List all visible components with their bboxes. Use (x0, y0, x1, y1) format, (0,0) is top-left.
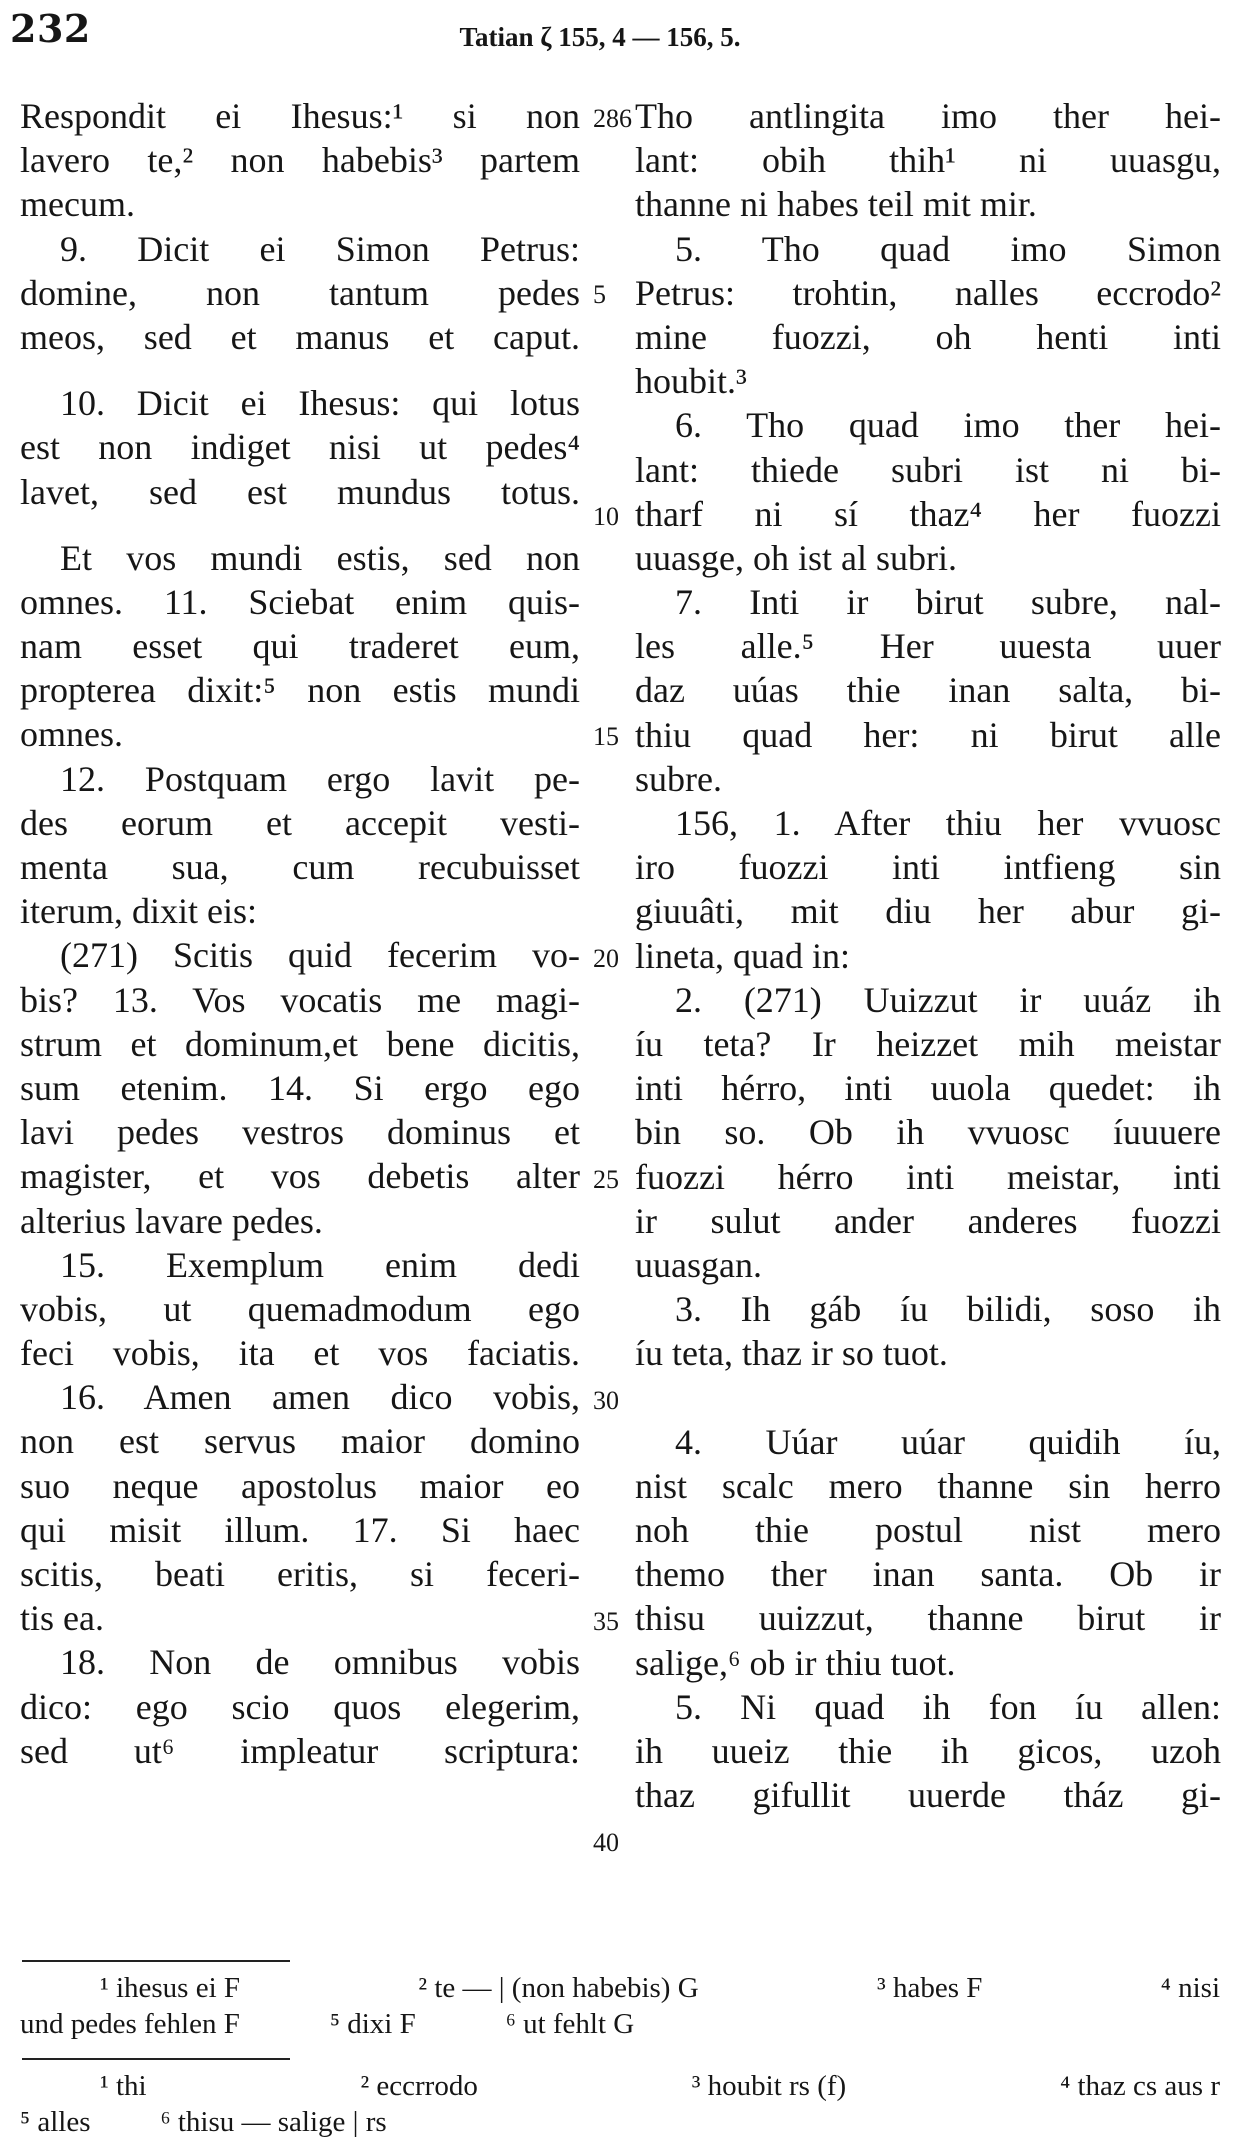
ohg-line: inti hérro, inti uuola quedet: ih (635, 1068, 1221, 1109)
footnote: ⁶ thisu — salige | rs (160, 2106, 387, 2138)
page-number: 232 (10, 6, 91, 51)
footnotes-ohg (20, 2068, 1220, 2140)
latin-line: menta sua, cum recubuisset (20, 847, 580, 887)
ohg-line: thanne ni habes teil mit mir. (635, 184, 1037, 225)
footnote-row (20, 2068, 1220, 2104)
ohg-line: tharf ni sí thaz⁴ her fuozzi (635, 493, 1221, 534)
latin-line: tis ea. (20, 1598, 104, 1639)
latin-line: non est servus maior domino (20, 1421, 580, 1462)
latin-line: 18. Non de omnibus vobis (60, 1642, 580, 1683)
ohg-line: subre. (635, 758, 722, 799)
ohg-column (635, 94, 1221, 1817)
ohg-line: Petrus: trohtin, nalles eccrodo² (635, 272, 1221, 313)
latin-line: 16. Amen amen dico vobis, (60, 1377, 580, 1418)
line-number: 286 (593, 104, 632, 133)
footnote: ¹ thi (100, 2070, 147, 2102)
latin-line: nam esset qui traderet eum, (20, 626, 580, 667)
ohg-line: Tho antlingita imo ther hei- (635, 96, 1221, 136)
latin-line: sum etenim. 14. Si ergo ego (20, 1067, 580, 1108)
ohg-line: lant: obih thih¹ ni uuasgu, (635, 140, 1221, 181)
ohg-line: salige,⁶ ob ir thiu tuot. (635, 1642, 956, 1683)
latin-line: sed ut⁶ impleatur scriptura: (20, 1730, 580, 1771)
line-number: 20 (593, 944, 619, 973)
ohg-line: uuasgan. (635, 1244, 762, 1285)
ohg-line: mine fuozzi, oh henti inti (635, 316, 1221, 357)
latin-line: alterius lavare pedes. (20, 1200, 323, 1241)
ohg-line: fuozzi hérro inti meistar, inti (635, 1156, 1221, 1197)
latin-line: vobis, ut quemadmodum ego (20, 1288, 580, 1329)
latin-line: Respondit ei Ihesus:¹ si non (20, 96, 580, 136)
footnote: ⁵ alles (20, 2106, 91, 2138)
latin-line: bis? 13. Vos vocatis me magi- (20, 979, 580, 1020)
line-number: 5 (593, 280, 606, 309)
ohg-line: uuasge, oh ist al subri. (635, 537, 957, 578)
footnote: ¹ ihesus ei F (100, 1972, 241, 2004)
latin-line: lavero te,² non habebis³ partem (20, 140, 580, 181)
latin-line: 12. Postquam ergo lavit pe- (60, 758, 580, 799)
latin-line: 9. Dicit ei Simon Petrus: (60, 228, 580, 269)
latin-line: 10. Dicit ei Ihesus: qui lotus (60, 383, 580, 424)
ohg-line: 156, 1. After thiu her vvuosc (675, 803, 1221, 843)
footnote: ² te — | (non habebis) G (418, 1972, 699, 2004)
footnotes-latin (20, 1970, 1220, 2042)
latin-line: dico: ego scio quos elegerim, (20, 1686, 580, 1727)
ohg-line: themo ther inan santa. Ob ir (635, 1554, 1221, 1595)
ohg-line: ir sulut ander anderes fuozzi (635, 1200, 1221, 1241)
footnote: ⁴ nisi (1160, 1972, 1220, 2004)
ohg-line: 6. Tho quad imo ther hei- (675, 405, 1221, 446)
latin-line: (271) Scitis quid fecerim vo- (60, 935, 580, 976)
latin-line: suo neque apostolus maior eo (20, 1465, 580, 1506)
footnote: ⁴ thaz cs aus r (1060, 2070, 1220, 2102)
footnote: ³ houbit rs (f) (691, 2070, 847, 2102)
latin-line: omnes. 11. Sciebat enim quis- (20, 581, 580, 622)
ohg-line: 7. Inti ir birut subre, nal- (675, 582, 1221, 623)
ohg-line: thaz gifullit uuerde tház gi- (635, 1775, 1221, 1816)
ohg-line: 5. Tho quad imo Simon (675, 228, 1221, 269)
ohg-line: thiu quad her: ni birut alle (635, 714, 1221, 755)
latin-line: domine, non tantum pedes (20, 272, 580, 313)
latin-line: scitis, beati eritis, si feceri- (20, 1554, 580, 1594)
latin-line: Et vos mundi estis, sed non (60, 537, 580, 578)
footnote-row (20, 2104, 1220, 2140)
latin-line: mecum. (20, 184, 135, 225)
footnote-rule (22, 1960, 290, 1962)
line-number: 10 (593, 502, 619, 531)
ohg-line: bin so. Ob ih vvuosc íuuuere (635, 1112, 1221, 1153)
ohg-line-blank (635, 1375, 1221, 1419)
ohg-line: thisu uuizzut, thanne birut ir (635, 1598, 1221, 1639)
ohg-line: íu teta, thaz ir so tuot. (635, 1333, 948, 1374)
line-number: 35 (593, 1607, 619, 1636)
latin-line: feci vobis, ita et vos faciatis. (20, 1333, 580, 1374)
ohg-line: 5. Ni quad ih fon íu allen: (675, 1686, 1221, 1727)
latin-line: qui misit illum. 17. Si haec (20, 1509, 580, 1550)
footnote: ² eccrrodo (360, 2070, 478, 2102)
latin-line: omnes. (20, 714, 123, 755)
latin-line: meos, sed et manus et caput. (20, 316, 580, 357)
line-number: 25 (593, 1165, 619, 1194)
latin-line: lavet, sed est mundus totus. (20, 471, 580, 512)
line-number: 15 (593, 722, 619, 751)
footnote: ³ habes F (877, 1972, 983, 2004)
ohg-line: 2. (271) Uuizzut ir uuáz ih (675, 979, 1221, 1020)
ohg-line: daz uúas thie inan salta, bi- (635, 670, 1221, 711)
latin-line: des eorum et accepit vesti- (20, 802, 580, 843)
latin-line: lavi pedes vestros dominus et (20, 1112, 580, 1153)
latin-column (20, 94, 580, 1773)
latin-line: iterum, dixit eis: (20, 891, 257, 932)
ohg-line: 4. Uúar uúar quidih íu, (675, 1421, 1221, 1462)
ohg-line: íu teta? Ir heizzet mih meistar (635, 1023, 1221, 1064)
footnote-row (20, 2006, 1220, 2042)
ohg-line: lant: thiede subri ist ni bi- (635, 449, 1221, 490)
footnote: und pedes fehlen F (20, 2008, 240, 2040)
latin-line: propterea dixit:⁵ non estis mundi (20, 670, 580, 711)
ohg-line: iro fuozzi inti intfieng sin (635, 847, 1221, 888)
running-head: Tatian ζ 155, 4 — 156, 5. (459, 22, 741, 52)
ohg-line: ih uueiz thie ih gicos, uzoh (635, 1730, 1221, 1771)
footnote-rule (22, 2058, 290, 2060)
ohg-line: lineta, quad in: (635, 935, 850, 976)
ohg-line: nist scalc mero thanne sin herro (635, 1465, 1221, 1506)
latin-line: est non indiget nisi ut pedes⁴ (20, 427, 580, 468)
footnote: ⁶ ut fehlt G (505, 2008, 635, 2040)
latin-line: strum et dominum,et bene dicitis, (20, 1023, 580, 1064)
latin-line-gap (20, 359, 580, 381)
ohg-line: les alle.⁵ Her uuesta uuer (635, 626, 1221, 667)
latin-line-gap (20, 514, 580, 536)
ohg-line: noh thie postul nist mero (635, 1510, 1221, 1550)
ohg-line: houbit.³ (635, 361, 747, 402)
footnote: ⁵ dixi F (329, 2008, 416, 2040)
line-number: 30 (593, 1386, 619, 1415)
footnote-row (20, 1970, 1220, 2006)
latin-line: magister, et vos debetis alter (20, 1156, 580, 1197)
line-number: 40 (593, 1828, 619, 1857)
ohg-line: giuuâti, mit diu her abur gi- (635, 891, 1221, 932)
latin-line: 15. Exemplum enim dedi (60, 1244, 580, 1285)
ohg-line: 3. Ih gáb íu bilidi, soso ih (675, 1289, 1221, 1330)
